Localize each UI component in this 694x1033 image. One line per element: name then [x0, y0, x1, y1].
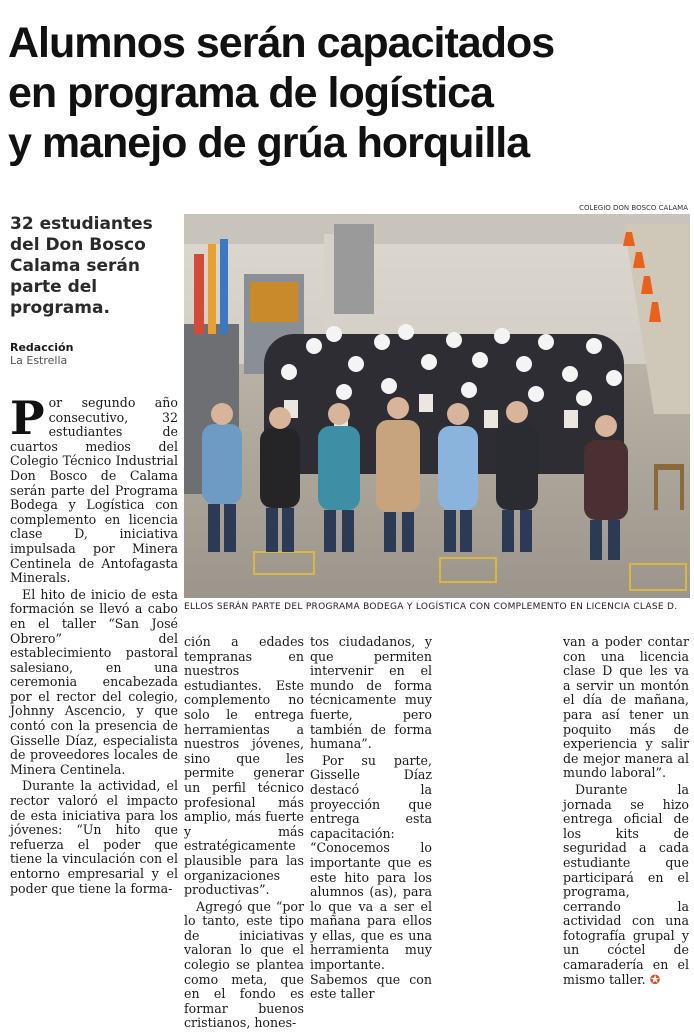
drop-cap: P: [10, 391, 45, 445]
article-column-4: [563, 635, 689, 989]
article-column-1: [10, 391, 178, 898]
paragraph-text: or segundo año consecutivo, 32 estudiantes de cuartos medios del Colegio Técnico Industrial Don Bosco de Calama serán parte del Programa Bodega y Logística con complemento en licencia clase D, iniciativa impulsada por Minera Centinela de Antofagasta Minerals.: [10, 395, 178, 586]
photo-caption: ELLOS SERÁN PARTE DEL PROGRAMA BODEGA Y LOGÍSTICA CON COMPLEMENTO EN LICENCIA CLASE D.: [184, 602, 678, 612]
article-paragraph: El hito de inicio de esta formación se llevó a cabo en el taller “San José Obrero” del establecimiento pastoral salesiano, en una ceremonia encabezada por el rector del colegio, Johnny Ascencio, y que contó con la presencia de Gisselle Díaz, especialista de proveedores locales de Minera Centinela.: [10, 586, 178, 777]
headline: [8, 18, 688, 168]
article-paragraph: [563, 783, 689, 987]
headline-line: Alumnos serán capacitados: [8, 19, 555, 67]
article-paragraph: Durante la actividad, el rector valoró el impacto de esta iniciativa para los jóvenes: “Un hito que refuerza el poder que tiene la vinculación con el entorno empresarial y el poder que tiene la forma-: [10, 778, 178, 896]
subheadline: 32 estudiantes del Don Bosco Calama serán parte del programa.: [10, 214, 153, 318]
byline-outlet: La Estrella: [10, 354, 68, 367]
article-paragraph: tos ciudadanos, y que permiten intervenir en el mundo de forma técnicamente muy fuerte, pero también de forma humana”.: [310, 634, 432, 752]
headline-line: en programa de logística: [8, 69, 493, 117]
article-paragraph: ción a edades tempranas en nuestros estudiantes. Este complemento no solo le entrega herramientas a nuestros jóvenes, sino que les permite generar un perfil técnico profesional más amplio, más fuerte y más estratégicamente plausible para las organizaciones productivas”.: [184, 634, 304, 898]
article-paragraph: van a poder contar con una licencia clase D que les va a servir un montón el día de mañana, para así tener un poquito más de experiencia y salir de mejor manera al mundo laboral”.: [563, 634, 689, 781]
paragraph-text: Durante la jornada se hizo entrega oficial de los kits de seguridad a cada estudiante que participará en el programa, cerrando la actividad con una fotografía grupal y un cóctel de camaradería en el mismo taller.: [563, 781, 689, 987]
article-paragraph: [10, 391, 178, 586]
article-column-2: [184, 635, 304, 1033]
photo-credit: COLEGIO DON BOSCO CALAMA: [579, 204, 688, 212]
headline-line: y manejo de grúa horquilla: [8, 119, 530, 167]
article-paragraph: Por su parte, Gisselle Díaz destacó la proyección que entrega esta capacitación: “Conocemos lo importante que es este hito para los alumnos (as), para lo que va a ser el mañana para ellos y ellas, que es una herramienta muy importante. Sabemos que con este taller: [310, 752, 432, 1002]
byline-author: Redacción: [10, 341, 74, 354]
group-photo: [184, 214, 690, 598]
article-paragraph: Agregó que “por lo tanto, este tipo de iniciativas valoran lo que el colegio se plantea como meta, que en el fondo es formar buenos cristianos, hones-: [184, 898, 304, 1031]
byline: [10, 341, 73, 367]
end-mark-icon: ✪: [649, 971, 661, 987]
article-column-3: [310, 635, 432, 1004]
